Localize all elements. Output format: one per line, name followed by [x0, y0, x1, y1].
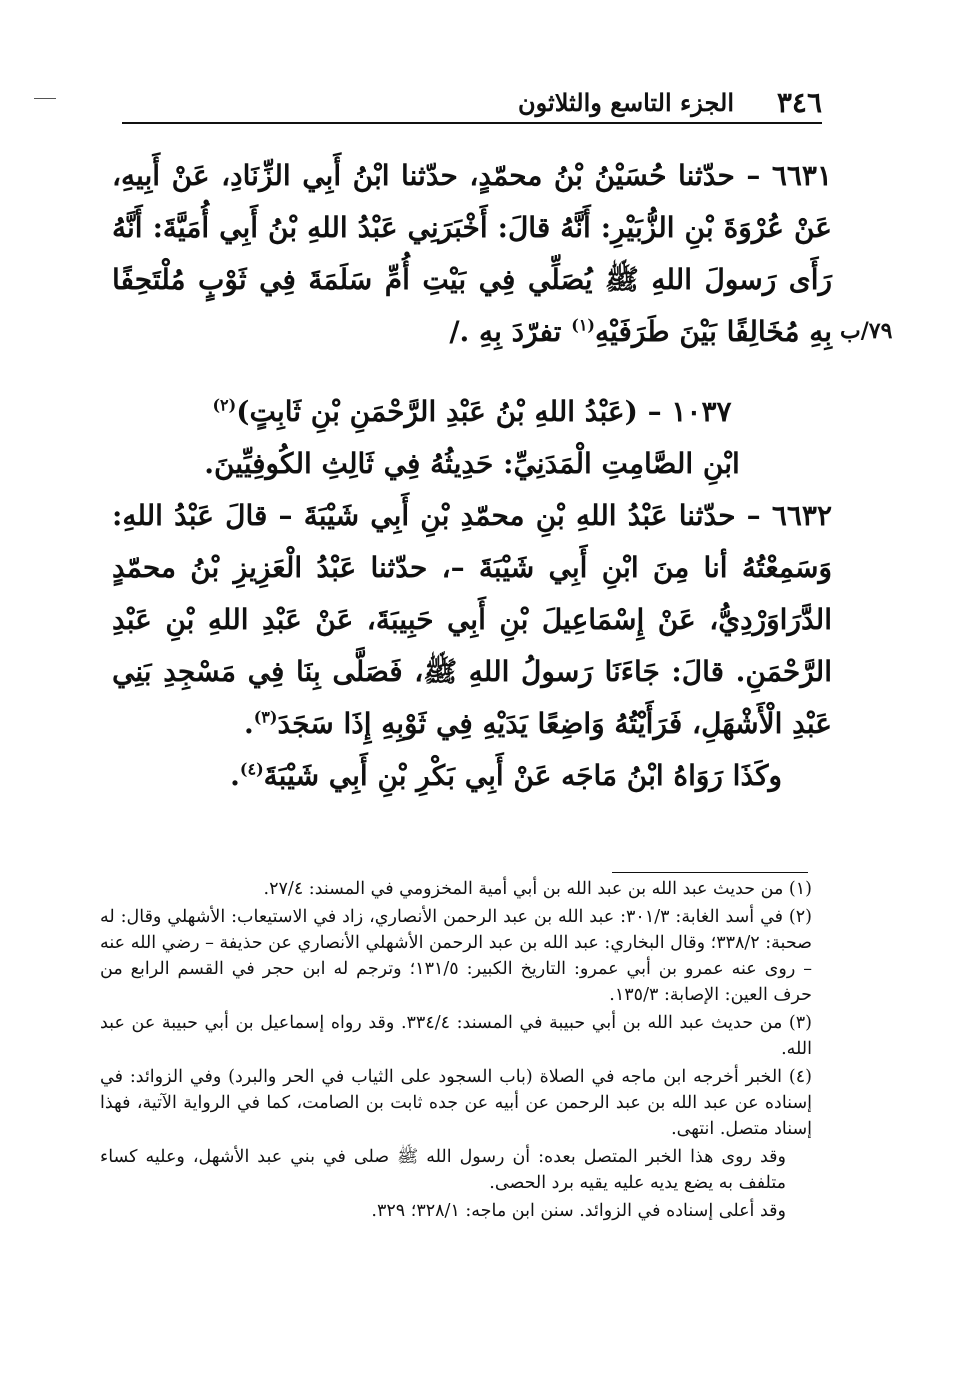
footnote-4: (٤) الخبر أخرجه ابن ماجه في الصلاة (باب السجود على الثياب في الحر والبرد) وفي الزوائد: في إسناده عن عبد الله بن عبد الرحمن عن أبيه عن جده ثابت بن الصامت، كما في الرواية الآتية، فهذا إسناد متصل. انتهى.: [100, 1067, 812, 1139]
hadith-number: ٦٦٣١: [771, 159, 832, 192]
running-title: الجزء التاسع والثلاثون: [518, 88, 734, 117]
hadith-text: – حدّثنا عَبْدُ اللهِ بْنِ محمّدِ بْنِ أَبِي شَيْبَةَ – قالَ عَبْدُ اللهِ: وَسَمِعْتُهُ أنا مِنَ ابْنِ أَبِي شَيْبَةَ –، حدّثنا عَبْدُ الْعَزِيزِ بْنُ محمّدٍ الدَّرَاوَرْدِيُّ، عَنْ إِسْمَاعِيلَ بْنِ أَبِي حَبِيبَةَ، عَنْ عَبْدِ اللهِ بْنِ عَبْدِ الرَّحْمَنِ. قالَ: جَاءَنَا رَسولُ اللهِ ﷺ، فَصَلَّى بِنَا فِي مَسْجِدِ بَنِي عَبْدِ الْأَشْهَلِ، فَرَأَيْتُهُ وَاضِعًا يَدَيْهِ فِي ثَوْبِهِ إِذَا سَجَدَ: [112, 499, 832, 740]
header-rule: [122, 122, 822, 124]
section-title: – (عَبْدُ اللهِ بْنُ عَبْدِ الرَّحْمَنِ بْنِ ثَابِتٍ): [236, 395, 662, 428]
footnote-2: (٢) في أسد الغابة: ٣٠١/٣: عبد الله بن عبد الرحمن الأنصاري، زاد في الاستيعاب: الأشهلي وقال: له صحبة: ٣٣٨/٢؛ وقال البخاري: عبد الله بن عبد الرحمن الأشهلي الأنصاري عن حذيفة – رضي الله عنه – روى عنه عمرو بن أبي عمرو: التاريخ الكبير: ١٣١/٥؛ وترجم له ابن حجر في القسم الرابع من حرف العين: الإصابة: ١٣٥/٣.: [100, 907, 812, 1005]
ibn-majah-end: .: [230, 759, 240, 792]
hadith-end: تفرّدَ بِهِ ./: [449, 315, 562, 348]
hadith-6632: [112, 490, 832, 750]
section-subtitle: ابْنِ الصَّامِتِ الْمَدَنِيِّ: حَدِيثُهُ فِي ثَالِثِ الكُوفِيِّينَ.: [204, 447, 740, 480]
hadith-end: .: [243, 707, 254, 740]
page-header: [122, 80, 822, 124]
page-number: ٣٤٦: [776, 86, 822, 119]
footnote-1: (١) من حديث عبد الله بن عبد الله بن أبي أمية المخزومي في المسند: ٢٧/٤.: [263, 879, 812, 899]
hadith-number: ٦٦٣٢: [771, 499, 832, 532]
footnote-4-continued: وقد روى هذا الخبر المتصل بعده: أن رسول الله ﷺ صلى في بني عبد الأشهل، وعليه كساء متلفف به يضع يديه عليه يقيه برد الحصى.: [100, 1147, 786, 1193]
corner-mark: [34, 98, 56, 99]
ibn-majah-text: وكَذَا رَوَاهُ ابْنُ مَاجَه عَنْ أَبِي بَكْرِ بْنِ أَبِي شَيْبَةَ: [263, 759, 782, 792]
footnote-marker: (٢): [212, 395, 237, 415]
ibn-majah-line: [112, 750, 832, 802]
footnote-marker: (٤): [239, 759, 264, 779]
hadith-6631: [112, 150, 832, 358]
footnote-marker: (٣): [253, 707, 278, 727]
footnote-marker: (١): [571, 315, 595, 335]
footnote-rule: [612, 872, 808, 873]
margin-folio-note: ٧٩/ب: [840, 318, 893, 344]
section-1037-subtitle: [112, 438, 832, 490]
footnote-3: (٣) من حديث عبد الله بن أبي حبيبة في المسند: ٣٣٤/٤. وقد رواه إسماعيل بن أبي حبيبة عن عبد الله.: [100, 1013, 812, 1059]
section-number: ١٠٣٧: [671, 395, 732, 428]
section-1037-heading: [112, 386, 832, 438]
footnotes: [100, 876, 812, 1226]
hadith-text: – حدّثنا حُسَيْنُ بْنُ محمّدٍ، حدّثنا ابْنُ أَبِي الزِّنَادِ، عَنْ أَبِيهِ، عَنْ عُرْوَةَ بْنِ الزُّبَيْرِ: أَنَّهُ قالَ: أَخْبَرَنِي عَبْدُ اللهِ بْنُ أَبِي أُمَيَّةَ: أَنَّهُ رَأَى رَسولَ اللهِ ﷺ يُصَلِّي فِي بَيْتِ أُمِّ سَلَمَةَ فِي ثَوْبٍ مُلْتَحِفًا بِهِ مُخَالِفًا بَيْنَ طَرَفَيْهِ: [112, 159, 832, 348]
main-text: [112, 150, 832, 802]
footnote-4-source: وقد أعلى إسناده في الزوائد. سنن ابن ماجه: ٣٢٨/١؛ ٣٢٩.: [371, 1201, 786, 1221]
